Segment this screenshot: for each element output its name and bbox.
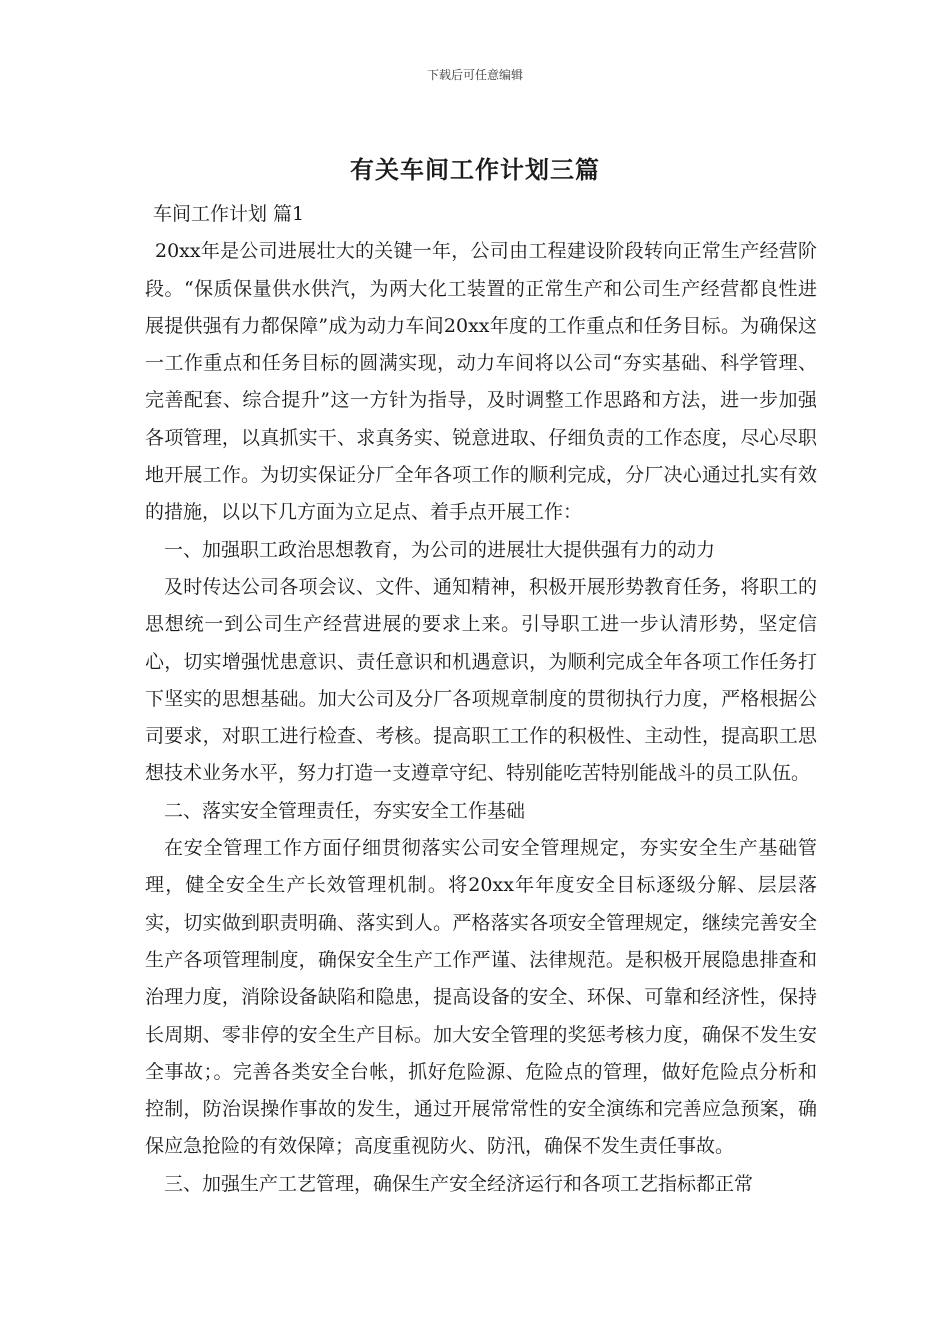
document-subtitle: 车间工作计划 篇1 — [153, 203, 305, 225]
section-body-2: 在安全管理工作方面仔细贯彻落实公司安全管理规定，夯实安全生产基础管理，健全安全生产长效管理机制。将20xx年年度安全目标逐级分解、层层落实，切实做到职责明确、落实到人。严格落实各项安全管理规定，继续完善安全生产各项管理制度，确保安全生产工作严谨、法律规范。是积极开展隐患排查和治理力度，消除设备缺陷和隐患，提高设备的安全、环保、可靠和经济性，保持长周期、零非停的安全生产目标。加大安全管理的奖惩考核力度，确保不发生安全事故；。完善各类安全台帐，抓好危险源、危险点的管理，做好危险点分析和控制，防治误操作事故的发生，通过开展常常性的安全演练和完善应急预案，确保应急抢险的有效保障；高度重视防火、防汛，确保不发生责任事故。 — [145, 837, 817, 1158]
section-body-1: 及时传达公司各项会议、文件、通知精神，积极开展形势教育任务，将职工的思想统一到公司生产经营进展的要求上来。引导职工进一步认清形势，坚定信心，切实增强忧患意识、责任意识和机遇意识，为顺利完成全年各项工作任务打下坚实的思想基础。加大公司及分厂各项规章制度的贯彻执行力度，严格根据公司要求，对职工进行检查、考核。提高职工工作的积极性、主动性，提高职工思想技术业务水平，努力打造一支遵章守纪、特别能吃苦特别能战斗的员工队伍。 — [145, 575, 817, 785]
section-heading-2: 二、落实安全管理责任，夯实安全工作基础 — [164, 799, 526, 822]
page-header-note: 下载后可任意编辑 — [426, 68, 523, 82]
intro-paragraph: 20xx年是公司进展壮大的关键一年，公司由工程建设阶段转向正常生产经营阶段。“保质保量供水供汽，为两大化工装置的正常生产和公司生产经营都良性进展提供强有力都保障”成为动力车间20xx年度的工作重点和任务目标。为确保这一工作重点和任务目标的圆满实现，动力车间将以公司“夯实基础、科学管理、完善配套、综合提升”这一方针为指导，及时调整工作思路和方法，进一步加强各项管理，以真抓实干、求真务实、锐意进取、仔细负责的工作态度，尽心尽职地开展工作。为切实保证分厂全年各项工作的顺利完成，分厂决心通过扎实有效的措施，以以下几方面为立足点、着手点开展工作： — [145, 240, 817, 524]
document-body — [145, 196, 817, 1203]
document-title: 有关车间工作计划三篇 — [350, 155, 600, 184]
section-heading-3: 三、加强生产工艺管理，确保生产安全经济运行和各项工艺指标都正常 — [164, 1172, 754, 1195]
section-heading-1: 一、加强职工政治思想教育，为公司的进展壮大提供强有力的动力 — [164, 538, 716, 561]
